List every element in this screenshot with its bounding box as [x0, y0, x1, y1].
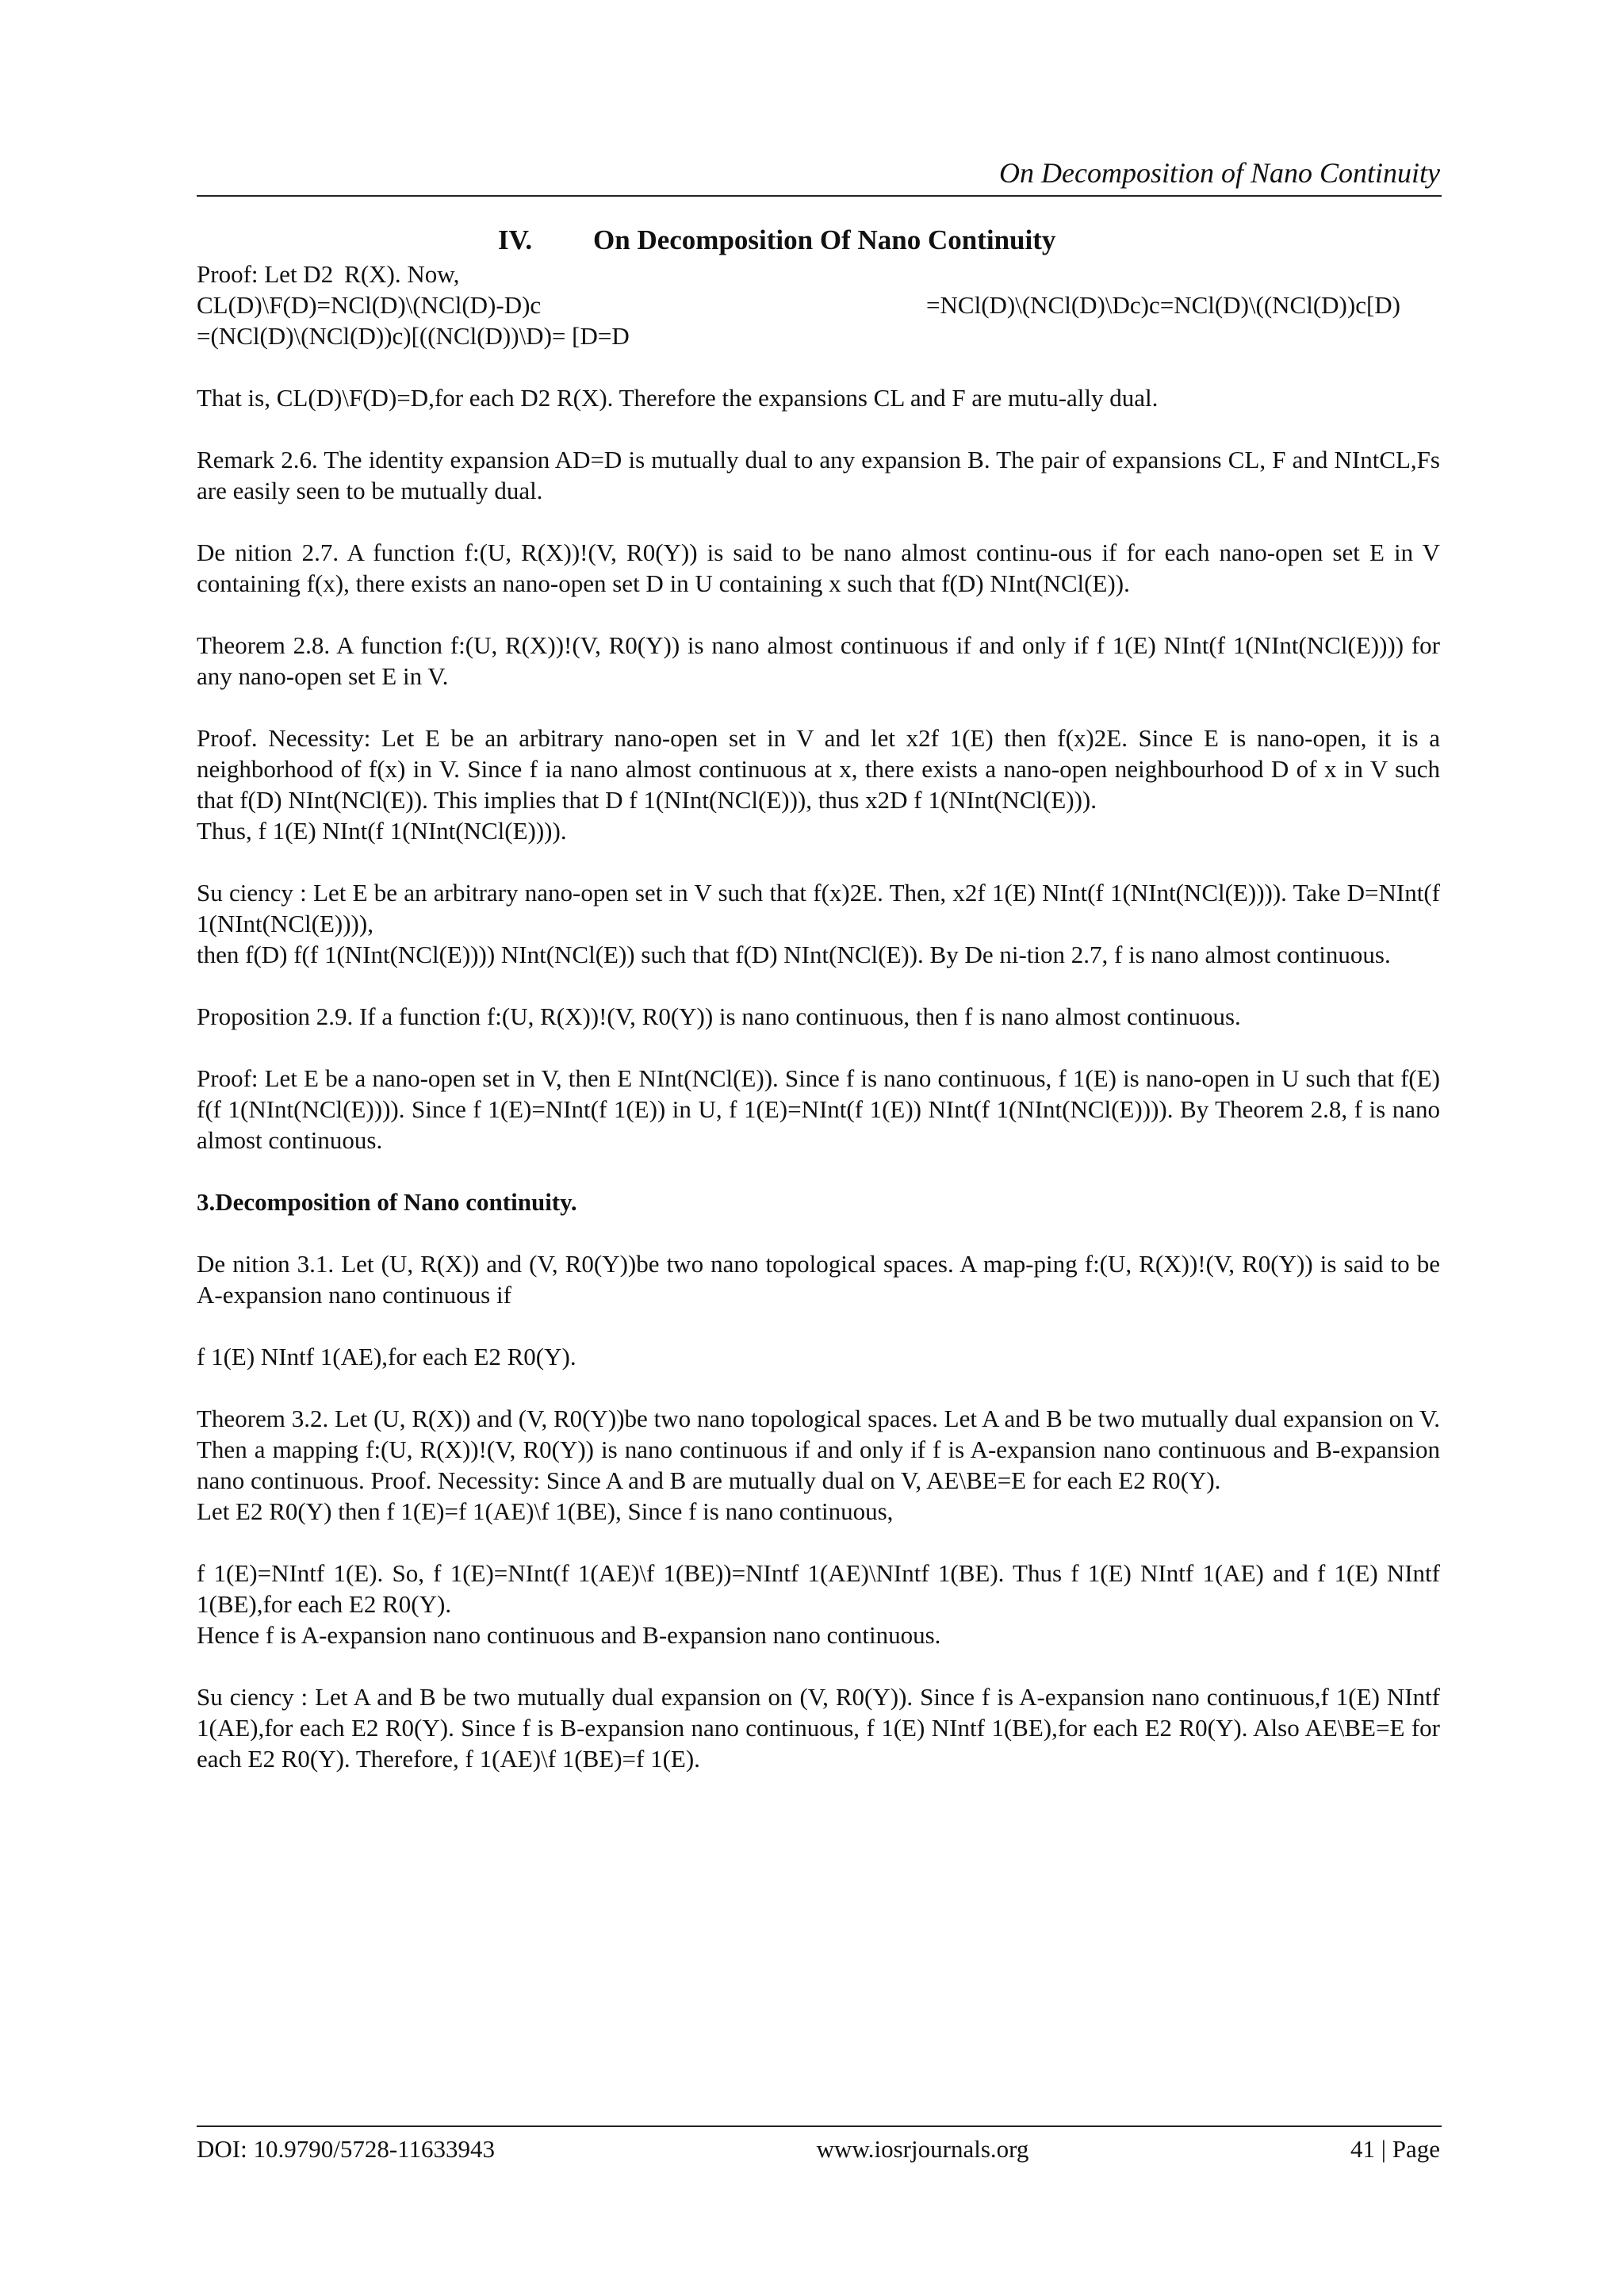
footer-doi: DOI: 10.9790/5728-11633943	[197, 2135, 495, 2163]
proof-equation-left: CL(D)\F(D)=NCl(D)\(NCl(D)-D)c	[197, 291, 542, 319]
section-heading	[498, 223, 1055, 258]
theorem-3-2: Theorem 3.2. Let (U, R(X)) and (V, R0(Y))be two nano topological spaces. Let A and B be two mutually dual expansion on V. Then a mapping f:(U, R(X))!(V, R0(Y)) is nano continuous if and only if f is A-expansion nano continuous and B-expansion nano continuous. Proof. Necessity: Since A and B are mutually dual on V, AE\BE=E for each E2 R0(Y).	[197, 1405, 1440, 1494]
theorem-2-8: Theorem 2.8. A function f:(U, R(X))!(V, R0(Y)) is nano almost continuous if and only if f 1(E) NInt(f 1(NInt(NCl(E)))) for any nano-open set E in V.	[197, 631, 1440, 690]
footer-website: www.iosrjournals.org	[816, 2135, 1029, 2163]
theorem-3-2-step: Let E2 R0(Y) then f 1(E)=f 1(AE)\f 1(BE), Since f is nano continuous,	[197, 1497, 894, 1525]
header-divider	[197, 195, 1442, 197]
proof-necessity: Proof. Necessity: Let E be an arbitrary nano-open set in V and let x2f 1(E) then f(x)2E. Since E is nano-open, it is a neighborhood of f(x) in V. Since f ia nano almost continuous at x, there exists a nano-open neighbourhood D of x in V such that f(D) NInt(NCl(E)). This implies that D f 1(NInt(NCl(E))), thus x2D f 1(NInt(NCl(E))).	[197, 724, 1440, 814]
page-footer	[197, 2133, 1440, 2165]
proof-equation-right: =NCl(D)\(NCl(D)\Dc)c=NCl(D)\((NCl(D))c[D)	[926, 291, 1400, 319]
definition-2-7: De nition 2.7. A function f:(U, R(X))!(V, R0(Y)) is said to be nano almost continu-ous if for each nano-open set E in V containing f(x), there exists an nano-open set D in U containing x such that f(D) NInt(NCl(E)).	[197, 539, 1440, 597]
proof-sufficiency: Su ciency : Let E be an arbitrary nano-open set in V such that f(x)2E. Then, x2f 1(E) NInt(f 1(NInt(NCl(E)))). Take D=NInt(f 1(NInt(NCl(E)))),	[197, 879, 1440, 937]
section-number: IV.	[498, 224, 533, 255]
footer-page-number: 41 | Page	[1350, 2135, 1440, 2163]
theorem-3-2-sufficiency: Su ciency : Let A and B be two mutually dual expansion on (V, R0(Y)). Since f is A-expansion nano continuous,f 1(E) NIntf 1(AE),for each E2 R0(Y). Since f is B-expansion nano continuous, f 1(E) NIntf 1(BE),for each E2 R0(Y). Also AE\BE=E for each E2 R0(Y). Therefore, f 1(AE)\f 1(BE)=f 1(E).	[197, 1683, 1440, 1773]
section-title: On Decomposition Of Nano Continuity	[593, 224, 1056, 255]
proof-line-1: Proof: Let D2 R(X). Now,	[197, 260, 460, 288]
theorem-3-2-derivation: f 1(E)=NIntf 1(E). So, f 1(E)=NInt(f 1(AE)\f 1(BE))=NIntf 1(AE)\NIntf 1(BE). Thus f 1(E) NIntf 1(AE) and f 1(E) NIntf 1(BE),for each E2 R0(Y).	[197, 1559, 1440, 1618]
remark-2-6: Remark 2.6. The identity expansion AD=D is mutually dual to any expansion B. The pair of expansions CL, F and NIntCL,Fs are easily seen to be mutually dual.	[197, 446, 1440, 504]
definition-3-1-condition: f 1(E) NIntf 1(AE),for each E2 R0(Y).	[197, 1343, 576, 1370]
proof-proposition-2-9: Proof: Let E be a nano-open set in V, then E NInt(NCl(E)). Since f is nano continuous, f 1(E) is nano-open in U such that f(E) f(f 1(NInt(NCl(E)))). Since f 1(E)=NInt(f 1(E)) in U, f 1(E)=NInt(f 1(E)) NInt(f 1(NInt(NCl(E)))). By Theorem 2.8, f is nano almost continuous.	[197, 1064, 1440, 1154]
proof-line-3: =(NCl(D)\(NCl(D))c)[((NCl(D))\D)= [D=D	[197, 322, 630, 350]
definition-3-1: De nition 3.1. Let (U, R(X)) and (V, R0(Y))be two nano topological spaces. A map-ping f:(U, R(X))!(V, R0(Y)) is said to be A-expansion nano continuous if	[197, 1250, 1440, 1309]
body-text	[197, 259, 1440, 1805]
proposition-2-9: Proposition 2.9. If a function f:(U, R(X))!(V, R0(Y)) is nano continuous, then f is nano almost continuous.	[197, 1002, 1241, 1030]
theorem-3-2-conclusion: Hence f is A-expansion nano continuous and B-expansion nano continuous.	[197, 1621, 941, 1649]
proof-sufficiency-conclusion: then f(D) f(f 1(NInt(NCl(E)))) NInt(NCl(E)) such that f(D) NInt(NCl(E)). By De ni-tion 2.7, f is nano almost continuous.	[197, 941, 1391, 968]
proof-necessity-conclusion: Thus, f 1(E) NInt(f 1(NInt(NCl(E)))).	[197, 817, 567, 845]
footer-divider	[197, 2125, 1442, 2127]
subsection-heading: 3.Decomposition of Nano continuity.	[197, 1188, 577, 1216]
paragraph-mutual-dual: That is, CL(D)\F(D)=D,for each D2 R(X). Therefore the expansions CL and F are mutu-ally dual.	[197, 384, 1159, 412]
running-header: On Decomposition of Nano Continuity	[999, 157, 1440, 189]
proof-equation-row	[197, 289, 1440, 320]
